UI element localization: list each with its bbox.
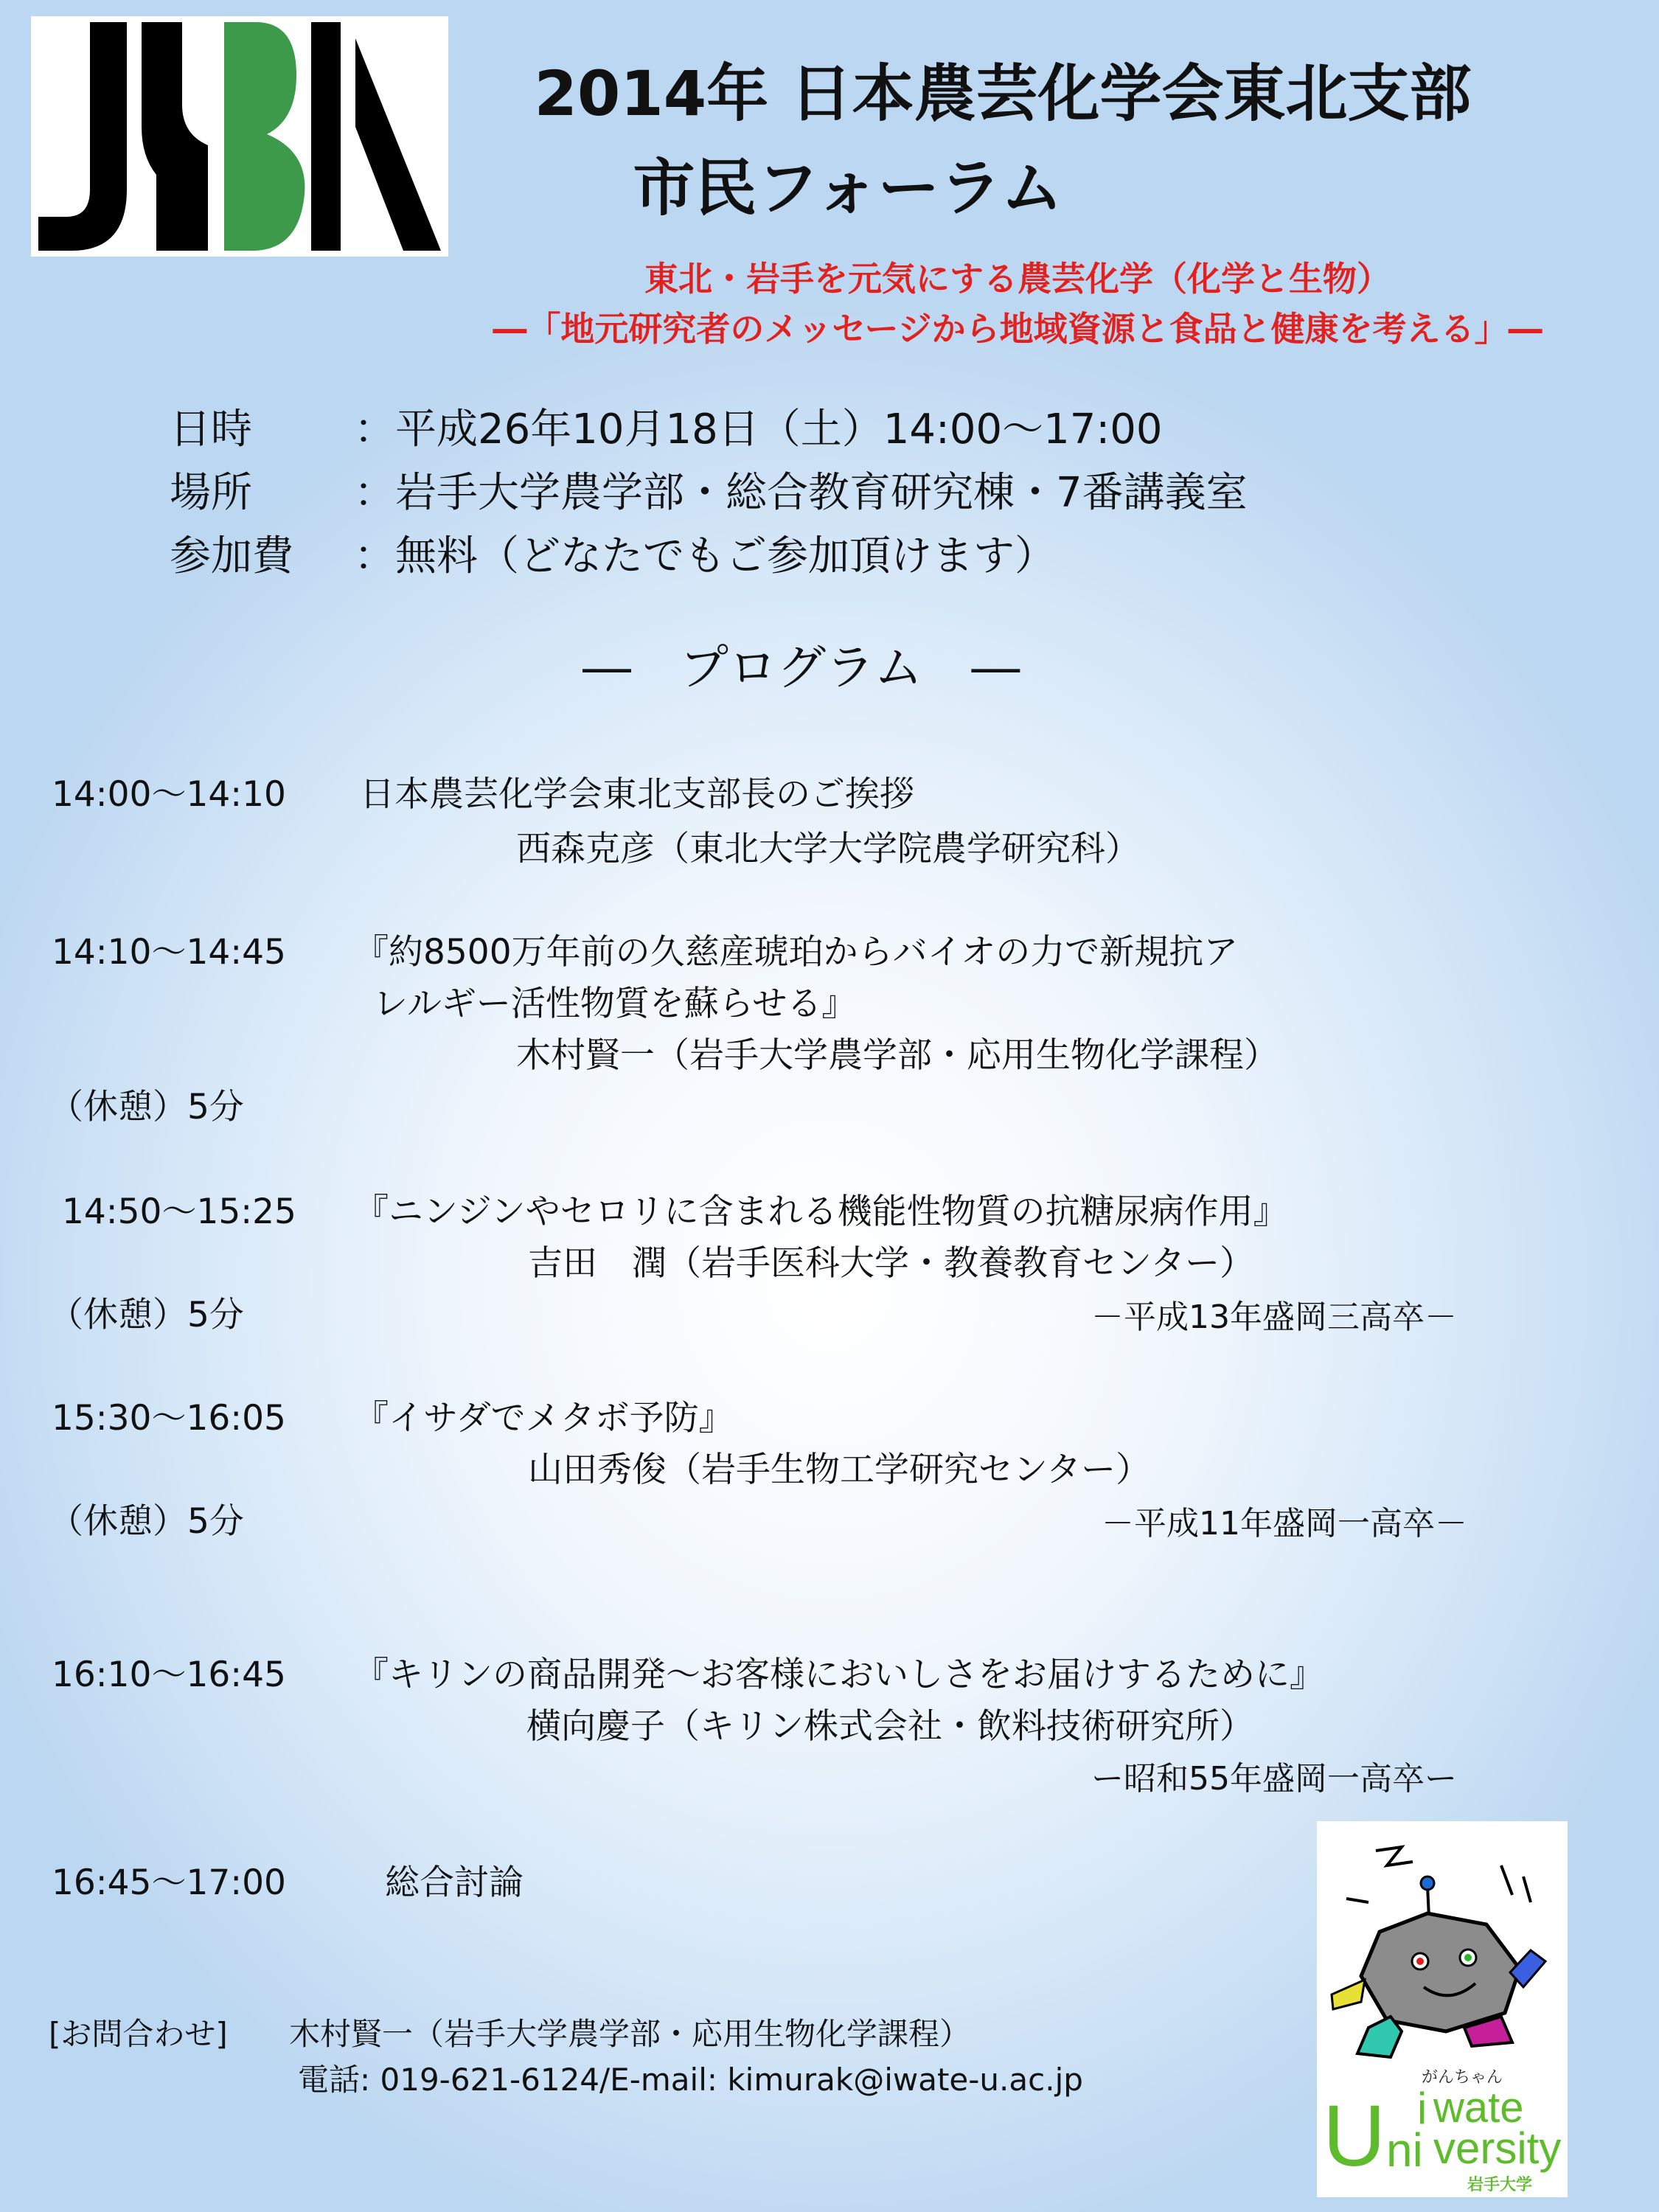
mascot-name: がんちゃん — [1422, 2068, 1503, 2087]
contact-label: [お問合わせ] — [49, 2016, 228, 2052]
s3-time: 14:50～15:25 — [62, 1192, 296, 1232]
univ-letter-i: i — [1417, 2084, 1427, 2133]
break-3: （休憩）5分 — [49, 1501, 244, 1542]
contact-name: 木村賢一（岩手大学農学部・応用生物化学課程） — [289, 2016, 971, 2052]
s4-note: －平成11年盛岡一高卒－ — [1102, 1505, 1467, 1543]
s1-speaker: 西森克彦（東北大学大学院農学研究科） — [516, 829, 1140, 869]
info-date-label: 日時 — [170, 406, 252, 453]
mascot-gan-chan-icon — [1317, 1821, 1568, 2065]
s2-time: 14:10～14:45 — [52, 932, 286, 973]
iwate-university-logo — [1317, 1821, 1568, 2197]
s6-time: 16:45～17:00 — [52, 1863, 286, 1903]
univ-letters-wate: wate — [1433, 2084, 1524, 2132]
s4-title: 『イサダでメタボ予防』 — [354, 1398, 734, 1439]
univ-letters-versity: versity — [1433, 2124, 1562, 2173]
s5-time: 16:10～16:45 — [52, 1655, 286, 1695]
subtitle-line2: ―「地元研究者のメッセージから地域資源と食品と健康を考える」― — [493, 309, 1543, 349]
s3-title: 『ニンジンやセロリに含まれる機能性物質の抗糖尿病作用』 — [354, 1192, 1288, 1232]
title-line1: 2014年 日本農芸化学会東北支部 — [534, 58, 1472, 130]
univ-letters-ni: ni — [1386, 2124, 1423, 2177]
s5-speaker: 横向慶子（キリン株式会社・飲料技術研究所） — [526, 1706, 1254, 1747]
title-line2: 市民フォーラム — [633, 152, 1063, 224]
break-1: （休憩）5分 — [49, 1087, 244, 1127]
s5-title: 『キリンの商品開発～お客様においしさをお届けするために』 — [354, 1655, 1324, 1695]
program-heading: ― プログラム ― — [582, 639, 1020, 696]
s3-speaker: 吉田 潤（岩手医科大学・教養教育センター） — [528, 1243, 1255, 1284]
info-place-label: 場所 — [170, 469, 252, 517]
s2-title-1: 『約8500万年前の久慈産琥珀からバイオの力で新規抗ア — [354, 932, 1239, 973]
info-fee-label: 参加費 — [170, 532, 293, 580]
info-fee-value: ：無料（どなたでもご参加頂けます） — [354, 532, 1056, 580]
s3-note: －平成13年盛岡三高卒－ — [1091, 1298, 1457, 1336]
contact-phone-email[interactable]: 電話: 019-621-6124/E-mail: kimurak@iwate-u.ac.jp — [298, 2062, 1083, 2098]
break-2: （休憩）5分 — [49, 1295, 244, 1335]
univ-letter-u: U — [1323, 2087, 1386, 2185]
s2-speaker: 木村賢一（岩手大学農学部・応用生物化学課程） — [516, 1035, 1279, 1076]
info-date-value: ：平成26年10月18日（土）14:00～17:00 — [354, 406, 1163, 453]
s6-title: 総合討論 — [385, 1863, 524, 1903]
s1-title: 日本農芸化学会東北支部長のご挨拶 — [360, 774, 914, 815]
s4-speaker: 山田秀俊（岩手生物工学研究センター） — [528, 1450, 1151, 1490]
s1-time: 14:00～14:10 — [52, 774, 286, 815]
university-wordmark — [1323, 2084, 1566, 2194]
s2-title-2: レルギー活性物質を蘇らせる』 — [373, 984, 857, 1024]
subtitle-line1: 東北・岩手を元気にする農芸化学（化学と生物） — [644, 259, 1391, 299]
s4-time: 15:30～16:05 — [52, 1398, 286, 1439]
jsba-logo — [31, 16, 448, 257]
s5-note: ー昭和55年盛岡一高卒ー — [1091, 1760, 1457, 1798]
univ-japanese-name: 岩手大学 — [1467, 2175, 1533, 2194]
info-place-value: ：岩手大学農学部・総合教育研究棟・7番講義室 — [354, 469, 1248, 517]
